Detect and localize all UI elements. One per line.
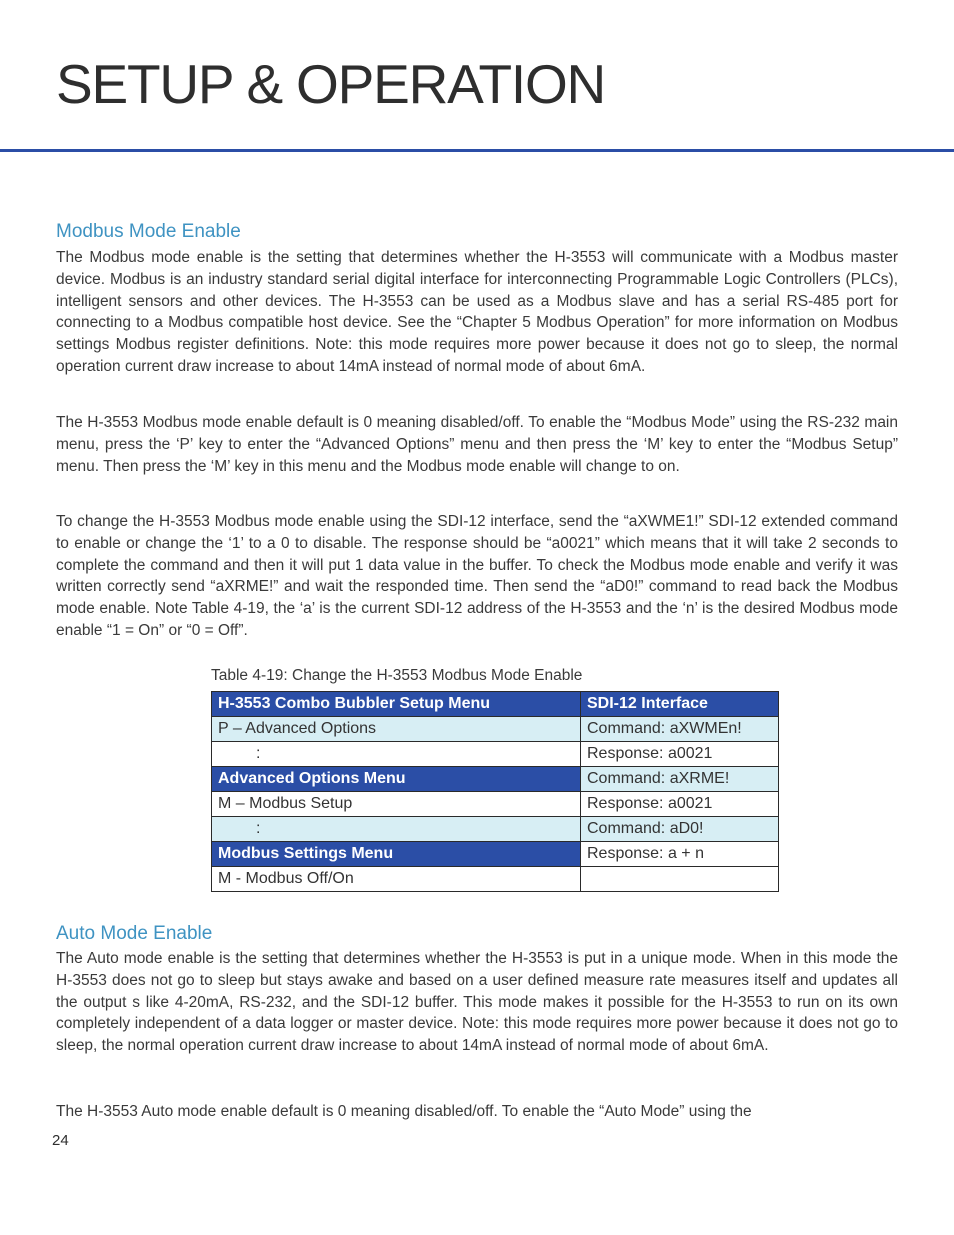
paragraph: The Auto mode enable is the setting that determines whether the H-3553 is put in a unique mode. When in this mode the H-3553 does not go to sleep but stays awake and based on a user defined measure rate measures itself and updates all the output s like 4-20mA, RS-232, and the SDI-12 buffer. This mode makes it possible for the H-3553 to run on its own completely independent of a data logger or master device. Note: this mode requires more power because it does not go to sleep, the normal operation current draw increase to about 14mA instead of normal mode of about 6mA.	[56, 950, 898, 1055]
table-row	[212, 767, 779, 792]
table-row	[212, 842, 779, 867]
table-cell: Response: a + n	[581, 842, 779, 867]
table-cell: Response: a0021	[581, 742, 779, 767]
section-heading-auto-mode: Auto Mode Enable	[56, 923, 213, 944]
table-cell: M - Modbus Off/On	[212, 867, 581, 892]
table-row	[212, 817, 779, 842]
table-cell: Command: aXWMEn!	[581, 717, 779, 742]
table-cell: P – Advanced Options	[212, 717, 581, 742]
page-number: 24	[52, 1132, 69, 1149]
table-caption: Table 4-19: Change the H-3553 Modbus Mode Enable	[211, 667, 583, 684]
page-title: SETUP & OPERATION	[56, 53, 606, 115]
modbus-enable-table	[211, 691, 779, 892]
table-cell: Response: a0021	[581, 792, 779, 817]
table-cell: Command: aD0!	[581, 817, 779, 842]
paragraph: To change the H-3553 Modbus mode enable using the SDI-12 interface, send the “aXWME1!” SDI-12 extended command to enable or change the ‘1’ to a 0 to disable. The response should be “a0021” which means that it will take 2 seconds to complete the command and then it will put 1 data value in the buffer. To check the Modbus mode enable and verify it was written correctly send “aXRME!” and wait the responded time. Then send the “aD0!” command to read back the Modbus mode enable. Note Table 4-19, the ‘a’ is the current SDI-12 address of the H-3553 and the ‘n’ is the desired Modbus mode enable “1 = On” or “0 = Off”.	[56, 513, 898, 639]
table-row	[212, 742, 779, 767]
table-row	[212, 717, 779, 742]
table-header-cell: H-3553 Combo Bubbler Setup Menu	[212, 692, 581, 717]
table-cell	[581, 867, 779, 892]
table-cell: M – Modbus Setup	[212, 792, 581, 817]
table-header-cell: SDI-12 Interface	[581, 692, 779, 717]
table-cell: :	[212, 817, 581, 842]
table-cell: Command: aXRME!	[581, 767, 779, 792]
table-cell: Advanced Options Menu	[212, 767, 581, 792]
table-cell: Modbus Settings Menu	[212, 842, 581, 867]
paragraph: The H-3553 Modbus mode enable default is 0 meaning disabled/off. To enable the “Modbus Mode” using the RS-232 main menu, press the ‘P’ key to enter the “Advanced Options” menu and then press the ‘M’ key to enter the “Modbus Setup” menu. Then press the ‘M’ key in this menu and the Modbus mode enable will change to on.	[56, 414, 898, 475]
paragraph: The H-3553 Auto mode enable default is 0 meaning disabled/off. To enable the “Auto Mode” using the	[56, 1103, 752, 1120]
section-heading-modbus: Modbus Mode Enable	[56, 221, 241, 242]
table-row	[212, 792, 779, 817]
table-row	[212, 867, 779, 892]
table-cell: :	[212, 742, 581, 767]
title-divider	[0, 149, 954, 152]
table-header-row	[212, 692, 779, 717]
paragraph: The Modbus mode enable is the setting that determines whether the H-3553 will communicate with a Modbus master device. Modbus is an industry standard serial digital interface for interconnecting Programmable Logic Controllers (PLCs), intelligent sensors and other devices. The H-3553 can be used as a Modbus slave and has a serial RS-485 port for connecting to a Modbus compatible host device. See the “Chapter 5 Modbus Operation” for more information on Modbus settings Modbus register definitions. Note: this mode requires more power because it does not go to sleep, the normal operation current draw increase to about 14mA instead of normal mode of about 6mA.	[56, 249, 898, 375]
